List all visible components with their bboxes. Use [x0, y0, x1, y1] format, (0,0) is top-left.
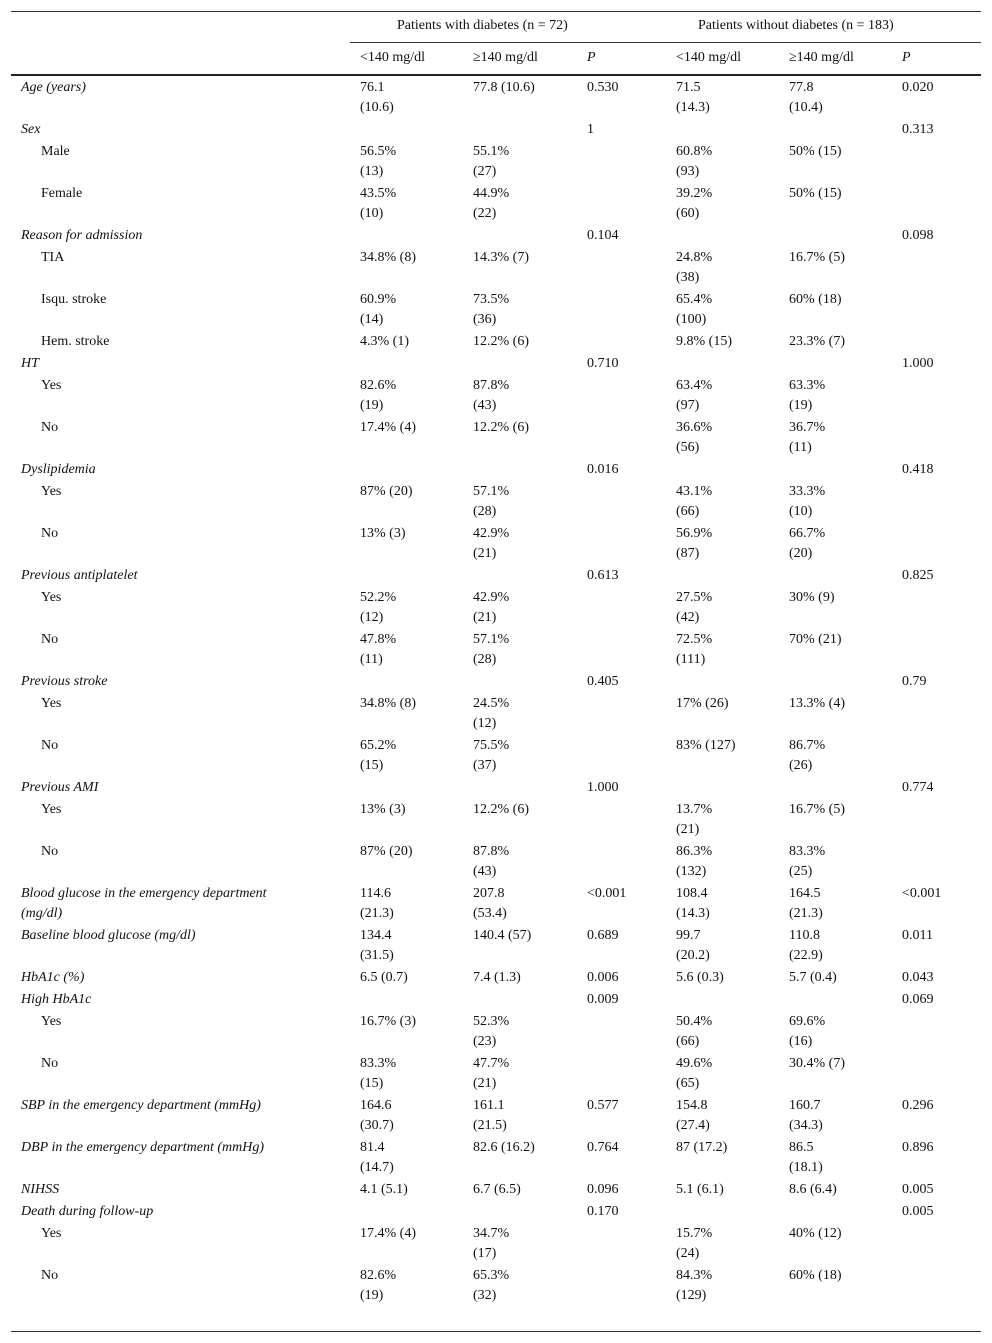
- row-cell: 1.000: [587, 780, 619, 795]
- row-cell: 86.5 (18.1): [789, 1140, 823, 1175]
- row-cell: 0.613: [587, 568, 619, 583]
- row-cell: <0.001: [587, 886, 627, 901]
- row-cell: 0.313: [902, 122, 934, 137]
- row-label: Yes: [41, 696, 62, 711]
- row-cell: 42.9% (21): [473, 590, 510, 625]
- row-cell: 56.9% (87): [676, 526, 713, 561]
- row-cell: 49.6% (65): [676, 1056, 713, 1091]
- row-cell: 39.2% (60): [676, 186, 713, 221]
- row-cell: 0.296: [902, 1098, 934, 1113]
- row-cell: 5.6 (0.3): [676, 970, 724, 985]
- row-cell: 87% (20): [360, 844, 413, 859]
- row-cell: 52.3% (23): [473, 1014, 510, 1049]
- row-label: DBP in the emergency department (mmHg): [21, 1140, 264, 1155]
- row-cell: 81.4 (14.7): [360, 1140, 394, 1175]
- row-cell: 0.577: [587, 1098, 619, 1113]
- row-label: Death during follow-up: [21, 1204, 154, 1219]
- row-cell: 0.79: [902, 674, 927, 689]
- row-label: No: [41, 738, 59, 753]
- row-cell: 4.1 (5.1): [360, 1182, 408, 1197]
- row-label: Female: [41, 186, 83, 201]
- row-label: Isqu. stroke: [41, 292, 107, 307]
- row-label: Previous AMI: [21, 780, 99, 795]
- row-cell: 0.005: [902, 1204, 934, 1219]
- row-cell: 83% (127): [676, 738, 736, 753]
- row-cell: 50.4% (66): [676, 1014, 713, 1049]
- group-header-no-diabetes: Patients without diabetes (n = 183): [698, 18, 894, 33]
- row-cell: 16.7% (5): [789, 250, 845, 265]
- row-cell: 0.006: [587, 970, 619, 985]
- row-cell: 110.8 (22.9): [789, 928, 823, 963]
- row-cell: 16.7% (3): [360, 1014, 416, 1029]
- row-cell: 0.710: [587, 356, 619, 371]
- row-cell: 47.8% (11): [360, 632, 397, 667]
- row-cell: 13% (3): [360, 802, 406, 817]
- row-label: Yes: [41, 590, 62, 605]
- row-cell: 75.5% (37): [473, 738, 510, 773]
- row-cell: 0.405: [587, 674, 619, 689]
- row-cell: 164.6 (30.7): [360, 1098, 394, 1133]
- row-cell: 77.8 (10.6): [473, 80, 535, 95]
- row-cell: 47.7% (21): [473, 1056, 510, 1091]
- row-cell: 60% (18): [789, 292, 842, 307]
- row-cell: 4.3% (1): [360, 334, 409, 349]
- row-cell: 42.9% (21): [473, 526, 510, 561]
- subheader-lt140-no-diabetes: <140 mg/dl: [676, 50, 742, 65]
- row-label: Yes: [41, 484, 62, 499]
- row-cell: 86.3% (132): [676, 844, 713, 879]
- row-cell: 14.3% (7): [473, 250, 529, 265]
- row-label: Dyslipidemia: [21, 462, 96, 477]
- row-cell: 23.3% (7): [789, 334, 845, 349]
- row-cell: 65.2% (15): [360, 738, 397, 773]
- row-cell: 60% (18): [789, 1268, 842, 1283]
- row-cell: 207.8 (53.4): [473, 886, 507, 921]
- row-cell: 33.3% (10): [789, 484, 826, 519]
- row-cell: 0.530: [587, 80, 619, 95]
- row-cell: 0.418: [902, 462, 934, 477]
- row-cell: 13% (3): [360, 526, 406, 541]
- row-label: HbA1c (%): [21, 970, 85, 985]
- row-cell: 24.5% (12): [473, 696, 510, 731]
- row-label: Baseline blood glucose (mg/dl): [21, 928, 196, 943]
- row-cell: 40% (12): [789, 1226, 842, 1241]
- row-cell: 84.3% (129): [676, 1268, 713, 1303]
- row-cell: 0.043: [902, 970, 934, 985]
- row-cell: 134.4 (31.5): [360, 928, 394, 963]
- row-cell: 13.3% (4): [789, 696, 845, 711]
- row-cell: 108.4 (14.3): [676, 886, 710, 921]
- row-cell: 9.8% (15): [676, 334, 732, 349]
- row-cell: 0.069: [902, 992, 934, 1007]
- row-cell: 6.5 (0.7): [360, 970, 408, 985]
- row-cell: 57.1% (28): [473, 484, 510, 519]
- row-cell: 76.1 (10.6): [360, 80, 394, 115]
- row-cell: 7.4 (1.3): [473, 970, 521, 985]
- row-cell: 87.8% (43): [473, 378, 510, 413]
- row-cell: 0.170: [587, 1204, 619, 1219]
- group-header-diabetes: Patients with diabetes (n = 72): [397, 18, 568, 33]
- row-label: Yes: [41, 378, 62, 393]
- row-cell: 0.689: [587, 928, 619, 943]
- row-cell: 140.4 (57): [473, 928, 532, 943]
- subheader-ge140-no-diabetes: ≥140 mg/dl: [789, 50, 854, 65]
- row-cell: 60.8% (93): [676, 144, 713, 179]
- row-cell: 17.4% (4): [360, 1226, 416, 1241]
- row-cell: 66.7% (20): [789, 526, 826, 561]
- row-cell: 15.7% (24): [676, 1226, 713, 1261]
- row-label: Previous antiplatelet: [21, 568, 138, 583]
- row-cell: 5.1 (6.1): [676, 1182, 724, 1197]
- row-cell: 30% (9): [789, 590, 835, 605]
- row-cell: 12.2% (6): [473, 420, 529, 435]
- row-cell: 34.7% (17): [473, 1226, 510, 1261]
- row-label: Previous stroke: [21, 674, 108, 689]
- subheader-ge140-diabetes: ≥140 mg/dl: [473, 50, 538, 65]
- row-cell: 0.774: [902, 780, 934, 795]
- row-cell: 8.6 (6.4): [789, 1182, 837, 1197]
- row-cell: 82.6 (16.2): [473, 1140, 535, 1155]
- row-cell: 77.8 (10.4): [789, 80, 823, 115]
- row-label: Blood glucose in the emergency department (mg/dl): [21, 886, 267, 921]
- row-label: No: [41, 526, 59, 541]
- row-cell: 99.7 (20.2): [676, 928, 710, 963]
- row-cell: 65.4% (100): [676, 292, 713, 327]
- row-cell: 164.5 (21.3): [789, 886, 823, 921]
- row-cell: 0.764: [587, 1140, 619, 1155]
- row-cell: 43.5% (10): [360, 186, 397, 221]
- row-cell: 87 (17.2): [676, 1140, 728, 1155]
- row-cell: 12.2% (6): [473, 334, 529, 349]
- row-cell: 16.7% (5): [789, 802, 845, 817]
- row-cell: 24.8% (38): [676, 250, 713, 285]
- row-label: No: [41, 844, 59, 859]
- row-cell: 0.096: [587, 1182, 619, 1197]
- row-cell: 69.6% (16): [789, 1014, 826, 1049]
- row-cell: 60.9% (14): [360, 292, 397, 327]
- row-label: Age (years): [21, 80, 86, 95]
- row-cell: 5.7 (0.4): [789, 970, 837, 985]
- row-cell: 87% (20): [360, 484, 413, 499]
- row-label: Male: [41, 144, 70, 159]
- row-label: No: [41, 632, 59, 647]
- row-cell: 83.3% (15): [360, 1056, 397, 1091]
- row-label: Yes: [41, 1014, 62, 1029]
- row-cell: 114.6 (21.3): [360, 886, 394, 921]
- group-rule: [350, 42, 981, 43]
- row-label: No: [41, 1268, 59, 1283]
- row-cell: 63.3% (19): [789, 378, 826, 413]
- row-cell: 154.8 (27.4): [676, 1098, 710, 1133]
- row-cell: 36.7% (11): [789, 420, 826, 455]
- row-cell: 13.7% (21): [676, 802, 713, 837]
- row-cell: 70% (21): [789, 632, 842, 647]
- row-cell: 0.016: [587, 462, 619, 477]
- row-cell: 160.7 (34.3): [789, 1098, 823, 1133]
- row-cell: 0.104: [587, 228, 619, 243]
- row-cell: 82.6% (19): [360, 378, 397, 413]
- row-cell: 72.5% (111): [676, 632, 713, 667]
- row-label: HT: [21, 356, 39, 371]
- subheader-p-no-diabetes: P: [902, 50, 911, 65]
- row-cell: 0.825: [902, 568, 934, 583]
- row-label: Hem. stroke: [41, 334, 110, 349]
- row-cell: 63.4% (97): [676, 378, 713, 413]
- row-cell: 30.4% (7): [789, 1056, 845, 1071]
- row-cell: 50% (15): [789, 144, 842, 159]
- row-cell: 1.000: [902, 356, 934, 371]
- row-cell: 43.1% (66): [676, 484, 713, 519]
- row-label: Reason for admission: [21, 228, 143, 243]
- row-label: TIA: [41, 250, 65, 265]
- row-cell: 56.5% (13): [360, 144, 397, 179]
- row-label: No: [41, 420, 59, 435]
- row-cell: 0.011: [902, 928, 933, 943]
- row-label: SBP in the emergency department (mmHg): [21, 1098, 261, 1113]
- row-cell: 27.5% (42): [676, 590, 713, 625]
- row-cell: 57.1% (28): [473, 632, 510, 667]
- row-cell: 86.7% (26): [789, 738, 826, 773]
- row-label: Yes: [41, 802, 62, 817]
- row-cell: 34.8% (8): [360, 250, 416, 265]
- row-label: High HbA1c: [21, 992, 92, 1007]
- row-cell: 52.2% (12): [360, 590, 397, 625]
- row-cell: 44.9% (22): [473, 186, 510, 221]
- row-label: Sex: [21, 122, 41, 137]
- row-cell: 55.1% (27): [473, 144, 510, 179]
- row-cell: 161.1 (21.5): [473, 1098, 507, 1133]
- row-cell: 82.6% (19): [360, 1268, 397, 1303]
- row-cell: 71.5 (14.3): [676, 80, 710, 115]
- row-cell: 0.009: [587, 992, 619, 1007]
- row-cell: 17% (26): [676, 696, 729, 711]
- header-rule: [11, 74, 981, 76]
- row-cell: 73.5% (36): [473, 292, 510, 327]
- subheader-p-diabetes: P: [587, 50, 596, 65]
- row-cell: 65.3% (32): [473, 1268, 510, 1303]
- row-cell: 50% (15): [789, 186, 842, 201]
- row-cell: 1: [587, 122, 594, 137]
- row-cell: 6.7 (6.5): [473, 1182, 521, 1197]
- row-cell: 83.3% (25): [789, 844, 826, 879]
- row-cell: <0.001: [902, 886, 942, 901]
- top-rule: [11, 11, 981, 12]
- row-cell: 0.098: [902, 228, 934, 243]
- bottom-rule: [11, 1331, 981, 1332]
- row-cell: 0.896: [902, 1140, 934, 1155]
- row-label: NIHSS: [21, 1182, 60, 1197]
- row-cell: 36.6% (56): [676, 420, 713, 455]
- row-cell: 0.020: [902, 80, 934, 95]
- row-cell: 34.8% (8): [360, 696, 416, 711]
- row-cell: 0.005: [902, 1182, 934, 1197]
- row-label: No: [41, 1056, 59, 1071]
- row-cell: 12.2% (6): [473, 802, 529, 817]
- row-label: Yes: [41, 1226, 62, 1241]
- subheader-lt140-diabetes: <140 mg/dl: [360, 50, 426, 65]
- row-cell: 17.4% (4): [360, 420, 416, 435]
- row-cell: 87.8% (43): [473, 844, 510, 879]
